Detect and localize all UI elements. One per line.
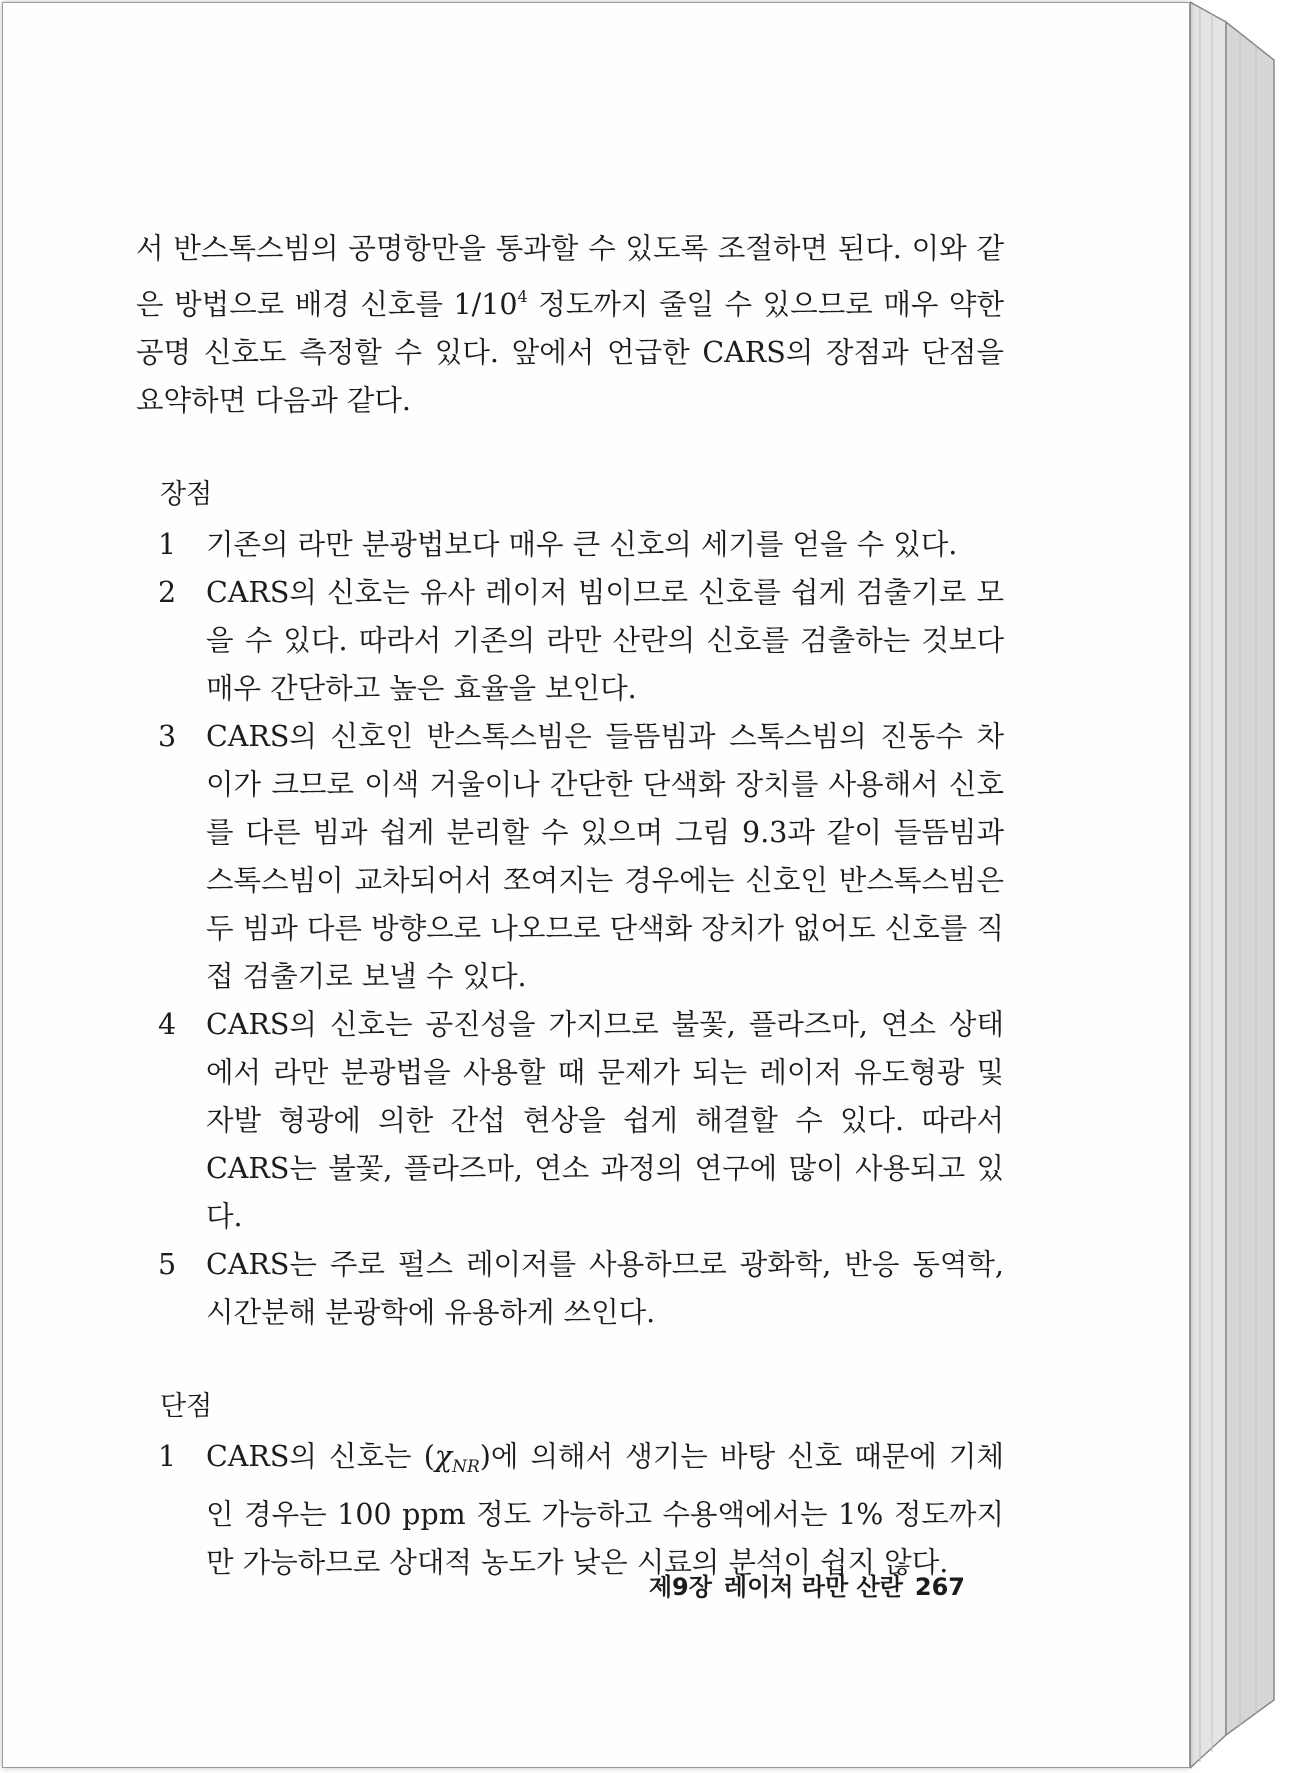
advantage-item: [158, 713, 1004, 1001]
intro-text-b: 정도까지 줄일 수 있으므로 매우 약한 공명 신호도 측정할 수 있다. 앞에서 언급한 CARS의 장점과 단점을 요약하면 다음과 같다.: [136, 288, 1004, 417]
item-text-a: CARS의 신호는 (: [206, 1440, 435, 1473]
disadvantages-list: [136, 1433, 1004, 1587]
item-number: 3: [158, 720, 177, 753]
advantages-heading: 장점: [160, 479, 213, 510]
intro-superscript: 4: [517, 287, 528, 306]
page-footer: [3, 1567, 965, 1602]
item-text: 기존의 라만 분광법보다 매우 큰 신호의 세기를 얻을 수 있다.: [206, 528, 958, 561]
intro-text-a: 서 반스톡스빔의 공명항만을 통과할 수 있도록 조절하면 된다. 이와 같은 방법으로 배경 신호를 1/10: [136, 232, 1004, 321]
item-text: CARS는 주로 펄스 레이저를 사용하므로 광화학, 반응 동역학, 시간분해 분광학에 유용하게 쓰인다.: [206, 1248, 1004, 1329]
page-number: 267: [914, 1573, 965, 1601]
item-number: 2: [158, 576, 177, 609]
footer-chapter: 제9장: [648, 1573, 712, 1601]
chi-symbol: χ: [434, 1440, 453, 1473]
intro-paragraph: [136, 225, 1004, 425]
item-text: CARS의 신호인 반스톡스빔은 들뜸빔과 스톡스빔의 진동수 차이가 크므로 이색 거울이나 간단한 단색화 장치를 사용해서 신호를 다른 빔과 쉽게 분리할 수 있으며 그림 9.3과 같이 들뜸빔과 스톡스빔이 교차되어서 쪼여지는 경우에는 신호인 반스톡스빔은 두 빔과 다른 방향으로 나오므로 단색화 장치가 없어도 신호를 직접 검출기로 보낼 수 있다.: [206, 720, 1004, 993]
advantage-item: [158, 1241, 1004, 1337]
advantage-item: [158, 569, 1004, 713]
disadvantage-item: [158, 1433, 1004, 1587]
disadvantages-heading: 단점: [160, 1391, 213, 1422]
footer-chapter-title: 레이저 라만 산란: [723, 1573, 903, 1601]
book-page: [2, 2, 1190, 1768]
item-text-b: )에 의해서 생기는 바탕 신호 때문에 기체인 경우는 100 ppm 정도 가능하고 수용액에서는 1% 정도까지만 가능하므로 상대적 농도가 낮은 시료의 분석이 쉽지 않다.: [206, 1440, 1004, 1579]
advantages-list: [136, 521, 1004, 1337]
page-content: [136, 225, 1004, 1587]
book-page-edges: [1190, 0, 1316, 1773]
item-text: CARS의 신호는 공진성을 가지므로 불꽃, 플라즈마, 연소 상태에서 라만 분광법을 사용할 때 문제가 되는 레이저 유도형광 및 자발 형광에 의한 간섭 현상을 쉽게 해결할 수 있다. 따라서 CARS는 불꽃, 플라즈마, 연소 과정의 연구에 많이 사용되고 있다.: [206, 1008, 1004, 1233]
item-number: 5: [158, 1248, 177, 1281]
item-text: CARS의 신호는 유사 레이저 빔이므로 신호를 쉽게 검출기로 모을 수 있다. 따라서 기존의 라만 산란의 신호를 검출하는 것보다 매우 간단하고 높은 효율을 보인다.: [206, 576, 1004, 705]
advantage-item: [158, 521, 1004, 569]
item-number: 4: [158, 1008, 177, 1041]
chi-subscript: NR: [452, 1457, 480, 1477]
item-number: 1: [158, 528, 177, 561]
advantage-item: [158, 1001, 1004, 1241]
item-number: 1: [158, 1440, 177, 1473]
